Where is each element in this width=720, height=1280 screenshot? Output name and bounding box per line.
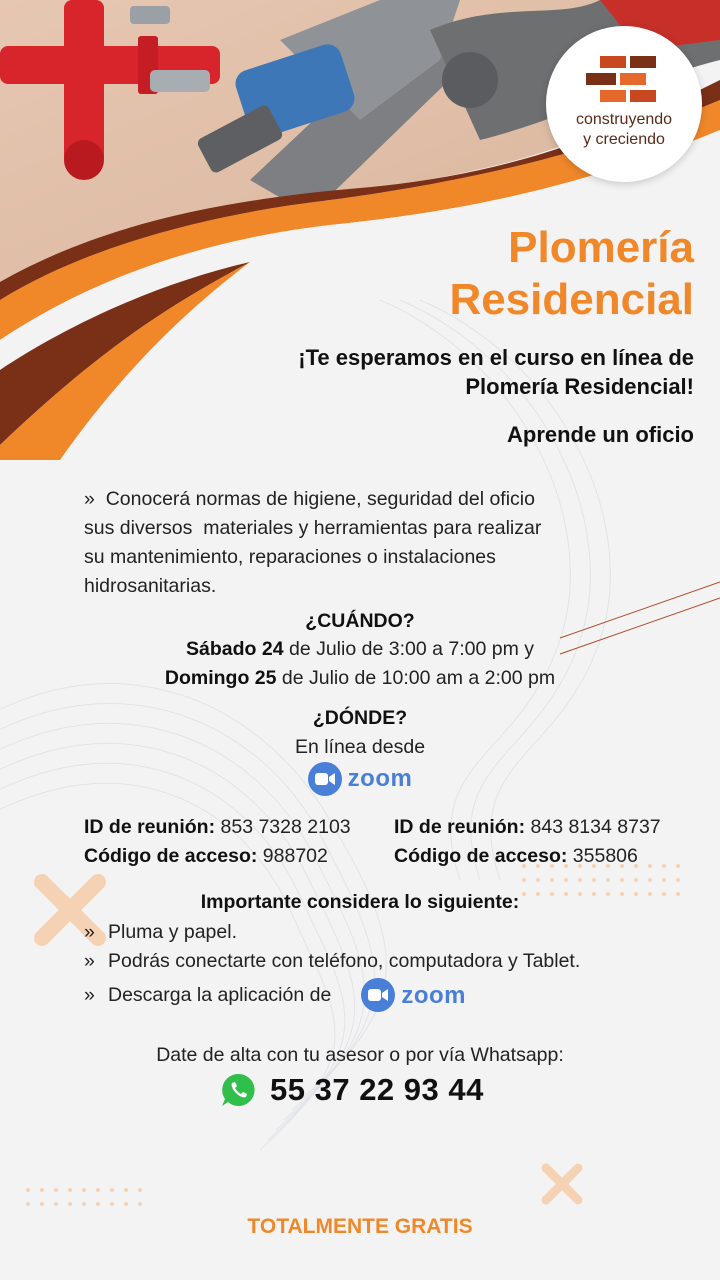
page-title (449, 222, 694, 326)
where-text: En línea desde (294, 736, 426, 758)
bullet-marker: » (84, 950, 95, 972)
logo-line-2: y creciendo (583, 131, 665, 148)
zoom-logo (0, 762, 720, 796)
whatsapp-contact[interactable] (220, 1072, 484, 1108)
phone-number[interactable]: 55 37 22 93 44 (270, 1072, 484, 1107)
course-description (84, 485, 664, 601)
meeting-2-id-label: ID de reunión: (394, 816, 526, 838)
bricks-icon (586, 56, 662, 102)
zoom-wordmark: zoom (347, 765, 413, 792)
day-2-date: Domingo 25 (164, 667, 277, 689)
bullet-marker: » (84, 488, 95, 510)
meeting-1 (84, 813, 351, 871)
list-item-text: Podrás conectarte con teléfono, computadora y Tablet. (108, 950, 581, 972)
meeting-2-code (394, 842, 661, 871)
zoom-wordmark: zoom (401, 981, 466, 1009)
description-line-2: sus diversos materiales y herramientas para realizar (84, 517, 542, 539)
important-heading: Importante considera lo siguiente: (200, 891, 520, 913)
meeting-2 (394, 813, 661, 871)
meeting-2-code-value: 355806 (567, 845, 638, 867)
zoom-logo-small (361, 978, 466, 1012)
tagline: Aprende un oficio (507, 422, 694, 447)
meeting-1-id-label: ID de reunión: (84, 816, 216, 838)
decorative-x-bottom (540, 1162, 584, 1206)
subtitle-line-1: ¡Te esperamos en el curso en línea de (298, 345, 694, 370)
logo-line-1: construyendo (575, 111, 673, 128)
description-line-4: hidrosanitarias. (84, 575, 217, 597)
meeting-1-id-value: 853 7328 2103 (215, 816, 351, 838)
subtitle (298, 343, 694, 401)
list-item (84, 978, 580, 1012)
day-2-time: de Julio de 10:00 am a 2:00 pm (276, 667, 556, 689)
meeting-2-id-value: 843 8134 8737 (525, 816, 661, 838)
subtitle-line-2: Plomería Residencial! (465, 374, 694, 399)
contact-text: Date de alta con tu asesor o por vía Whatsapp: (156, 1044, 564, 1066)
meeting-1-code (84, 842, 351, 871)
free-banner: TOTALMENTE GRATIS (247, 1215, 473, 1238)
meeting-1-code-label: Código de acceso: (84, 845, 258, 867)
meeting-1-code-value: 988702 (257, 845, 328, 867)
whatsapp-icon (220, 1072, 256, 1108)
title-line-2: Residencial (449, 275, 694, 324)
logo-text (546, 110, 702, 150)
list-item-text: Descarga la aplicación de (108, 983, 332, 1006)
day-1-date: Sábado 24 (186, 638, 284, 660)
brand-logo (546, 26, 702, 182)
description-text-1: Conocerá normas de higiene, seguridad del oficio (105, 488, 535, 510)
when-day-2 (0, 667, 720, 690)
day-1-time: de Julio de 3:00 a 7:00 pm y (283, 638, 534, 660)
bullet-marker: » (84, 921, 95, 943)
important-list (84, 918, 580, 1012)
meeting-2-code-label: Código de acceso: (394, 845, 568, 867)
zoom-camera-icon (361, 978, 395, 1012)
where-heading: ¿DÓNDE? (312, 707, 408, 729)
when-day-1 (0, 638, 720, 661)
list-item-text: Pluma y papel. (108, 921, 237, 943)
zoom-camera-icon (308, 762, 342, 796)
list-item (84, 918, 580, 947)
bullet-marker: » (84, 983, 95, 1006)
title-line-1: Plomería (508, 223, 694, 272)
meeting-1-id (84, 813, 351, 842)
list-item (84, 947, 580, 976)
meeting-2-id (394, 813, 661, 842)
description-line-3: su mantenimiento, reparaciones o instalaciones (84, 546, 496, 568)
description-line-1 (84, 485, 664, 514)
when-heading: ¿CUÁNDO? (305, 610, 415, 632)
